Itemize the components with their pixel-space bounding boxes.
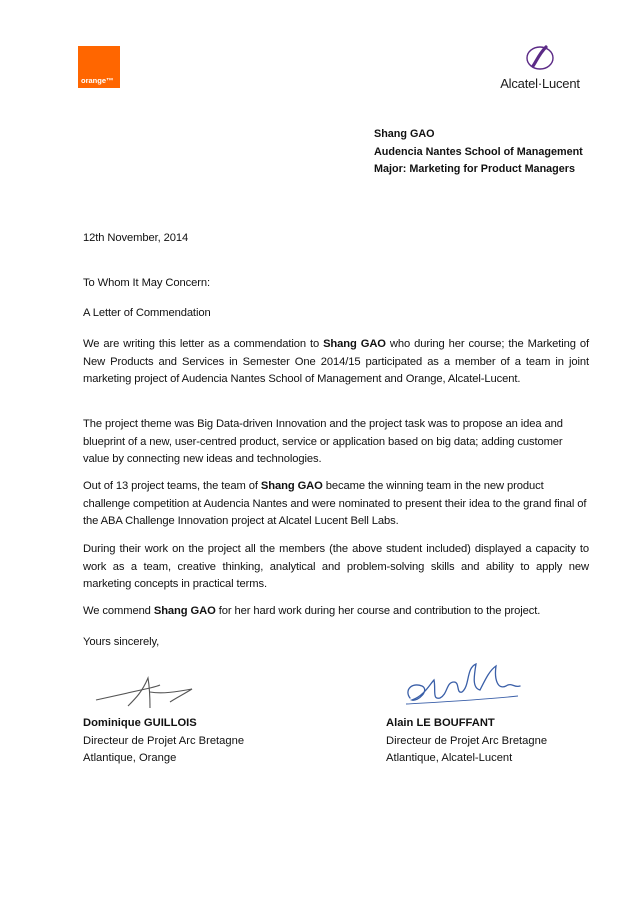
paragraph-text: Out of 13 project teams, the team of (83, 480, 261, 492)
alcatel-lucent-mark-icon (524, 44, 556, 72)
signatory-org: Atlantique, Alcatel-Lucent (386, 752, 513, 764)
paragraph-text: We commend (83, 605, 154, 617)
body-paragraph-3 (83, 478, 589, 531)
body-paragraph-4: During their work on the project all the members (the above student included) displayed a capacity to work as a team, creative thinking, analytical and problem-solving skills and ability to apply new marketing concepts in practical terms. (83, 543, 589, 590)
orange-logo (78, 46, 120, 88)
student-name: Shang GAO (153, 605, 216, 617)
signatory-right (386, 715, 547, 768)
student-name: Shang GAO (323, 338, 386, 350)
signature-le-bouffant-icon (400, 660, 540, 710)
salutation: To Whom It May Concern: (83, 277, 211, 289)
signature-guillois-icon (92, 672, 220, 716)
body-paragraph-1 (83, 336, 589, 389)
recipient-name: Shang GAO (374, 128, 435, 140)
body-paragraph-2: The project theme was Big Data-driven Innovation and the project task was to propose an idea and blueprint of a new, user-centred product, service or application based on big data; adding customer value by connecting new ideas and technologies. (83, 418, 563, 465)
signatory-left (83, 715, 244, 768)
student-name: Shang GAO (260, 480, 323, 492)
alcatel-lucent-logo-text: Alcatel·Lucent (500, 76, 580, 91)
signatory-title: Directeur de Projet Arc Bretagne (386, 734, 548, 747)
letter-date: 12th November, 2014 (83, 232, 189, 244)
recipient-school: Audencia Nantes School of Management (374, 145, 583, 158)
orange-logo-text: orange™ (81, 76, 114, 85)
paragraph-text: We are writing this letter as a commendation to (83, 338, 324, 350)
closing: Yours sincerely, (83, 636, 160, 648)
paragraph-text: who during her course; the Marketing of New Products and Services in Semester One 2014/15 participated as a member of a team in joint marketing project of Audencia Nantes School of Management and Orange, Alcatel-Lucent. (83, 338, 589, 385)
signatory-name: Dominique GUILLOIS (83, 717, 197, 729)
signatory-org: Atlantique, Orange (83, 752, 177, 764)
letter-subject: A Letter of Commendation (83, 307, 211, 319)
recipient-block (374, 126, 614, 179)
alcatel-lucent-logo (490, 44, 590, 96)
recipient-major: Major: Marketing for Product Managers (374, 163, 575, 175)
paragraph-text: became the winning team in the new product challenge competition at Audencia Nantes and were nominated to present their idea to the grand final of the ABA Challenge Innovation project at Alcatel Lucent Bell Labs. (83, 480, 587, 527)
body-paragraph-5 (83, 603, 589, 621)
signatory-name: Alain LE BOUFFANT (386, 717, 495, 729)
signatory-title: Directeur de Projet Arc Bretagne (83, 734, 245, 747)
paragraph-text: for her hard work during her course and contribution to the project. (215, 605, 541, 617)
